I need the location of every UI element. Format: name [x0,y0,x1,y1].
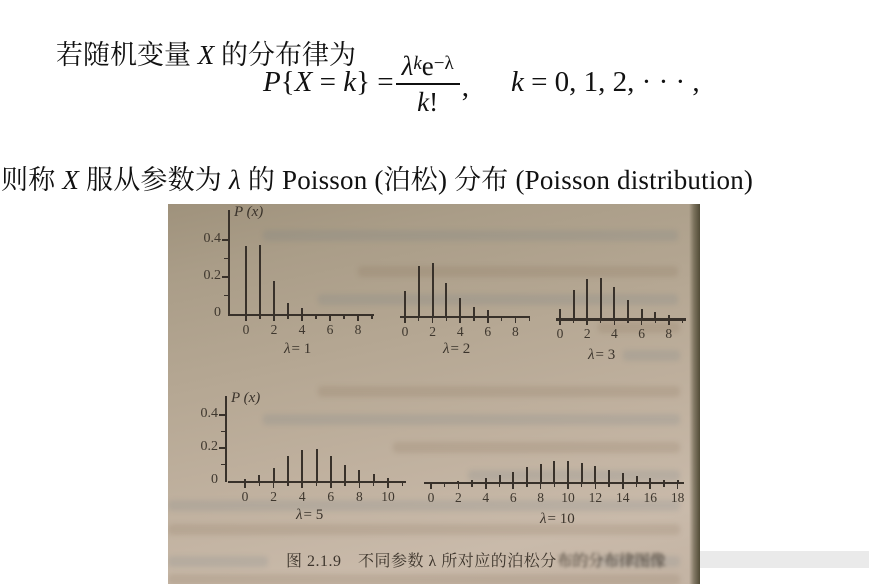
x-tick-label: 4 [456,324,464,339]
poisson-pmf-formula [263,42,700,122]
lambda-value: = 10 [547,511,575,527]
x-tick [595,482,597,489]
x-tick [512,482,514,489]
x-minor-tick [608,482,609,487]
x-tick [540,482,542,489]
lambda-value: = 3 [595,347,616,363]
fraction-denominator [396,85,460,116]
x-tick-label: 6 [638,326,645,341]
x-tick-label: 6 [327,489,335,504]
intro-line-1-tail: 的分布律为 [214,40,356,70]
figure-caption-blurred-text: 布的分布律图像 [556,553,666,570]
x-tick-label: 0 [556,326,564,341]
superscript-k: k [413,52,422,74]
x-tick [649,482,651,489]
var-lambda: λ [228,165,241,195]
pmf-stem [540,464,542,482]
pmf-stem [636,476,638,482]
y-tick-label: 0.2 [203,268,221,283]
x-tick-label: 2 [429,324,436,339]
formula-lhs [263,66,394,99]
x-minor-tick [636,482,637,487]
y-tick-label: 0.4 [200,406,218,421]
x-tick-label: 2 [270,489,277,504]
intro-line-3-a: 则称 [1,165,63,195]
ylabel-arg: (x) [242,204,264,220]
x-tick-label: 2 [270,322,278,337]
x-tick-label: 4 [482,490,490,505]
equals: = [312,65,344,98]
fraction [396,49,460,116]
x-tick-label: 16 [643,490,657,505]
comma: , [461,71,469,103]
x-tick [567,482,569,489]
x-minor-tick [444,482,445,487]
x-tick-label: 8 [512,324,519,339]
x-tick-label: 4 [298,489,306,504]
x-tick-label: 0 [242,322,250,337]
pmf-stem [457,481,459,482]
photo-edge-shadow [689,204,700,584]
x-minor-tick [554,482,555,487]
pmf-stem [499,475,501,482]
figure-caption [286,548,665,571]
x-tick-label: 0 [401,324,409,339]
var-lambda: λ [401,50,414,81]
brace-open: { [280,65,295,98]
lambda-symbol: λ [296,507,303,523]
ylabel-arg: (x) [239,390,261,406]
var-X: X [62,165,80,195]
x-tick-label: 0 [427,490,435,505]
figure-caption-text: 图 2.1.9 不同参数 λ 所对应的泊松分 [286,553,557,570]
x-tick [677,482,679,489]
y-tick-label: 0 [214,305,221,320]
x-tick [622,482,624,489]
x-minor-tick [581,482,582,487]
lambda-value: = 2 [450,341,471,357]
formula-condition [511,66,700,99]
intro-line-3 [1,158,753,197]
x-tick [485,482,487,489]
intro-line-1-text: 若随机变量 [56,40,198,70]
x-tick-label: 6 [326,322,334,337]
x-tick [458,482,460,489]
var-k: k [510,65,524,98]
x-tick-label: 0 [241,489,249,504]
x-tick-label: 6 [509,490,517,505]
pmf-stem [677,480,679,482]
x-tick-label: 10 [561,490,575,505]
fraction-numerator [396,49,460,85]
x-minor-tick [526,482,527,487]
lambda-label [540,511,575,528]
brace-close-equals: } = [356,65,394,98]
y-tick-label: 0.2 [200,439,218,454]
x-tick-label: 14 [616,490,630,505]
pmf-stem [512,472,514,482]
pmf-stem [649,478,651,482]
ylabel-P: P [231,390,240,406]
x-tick-label: 8 [665,326,673,341]
y-tick-label: 0.4 [203,231,221,246]
var-k: k [417,86,430,117]
charts-layer [168,204,700,584]
intro-line-3-b: 服从参数为 [79,165,229,195]
intro-line-3-c: 的 Poisson (泊松) 分布 (Poisson distribution) [240,165,754,195]
pmf-stem [567,461,569,482]
y-tick-label: 0 [211,472,218,487]
pmf-stem [663,480,665,482]
x-minor-tick [499,482,500,487]
pmf-stem [471,480,473,482]
x-tick-label: 8 [537,490,544,505]
light-band-artifact [700,551,869,568]
pmf-stem [622,473,624,482]
x-tick-label: 8 [356,489,363,504]
lambda-symbol: λ [284,341,291,357]
lambda-symbol: λ [540,511,547,527]
lambda-value: = 5 [303,507,324,523]
var-X: X [294,65,313,98]
pmf-stem [553,461,555,482]
var-P: P [263,65,281,98]
factorial-sign: ! [429,86,439,117]
x-tick-label: 10 [381,489,395,504]
ylabel-P: P [234,204,243,220]
euler-e: e [421,50,434,81]
pmf-stem [526,467,528,482]
x-tick-label: 18 [670,490,685,505]
lambda-symbol: λ [443,341,450,357]
var-X: X [197,40,215,70]
x-tick-label: 2 [583,326,591,341]
lambda-value: = 1 [291,341,312,357]
poisson-chart-lambda-10 [168,204,700,584]
x-tick-label: 12 [588,490,603,505]
condition-values: = 0, 1, 2, · · · , [523,65,700,98]
textbook-figure-photo [168,204,700,584]
x-minor-tick [663,482,664,487]
x-tick-label: 6 [484,324,492,339]
pmf-stem [608,470,610,482]
lambda-symbol: λ [588,347,595,363]
x-minor-tick [471,482,472,487]
x-tick [430,482,432,489]
x-tick-label: 4 [611,326,618,341]
pmf-stem [485,478,487,482]
superscript-neg-lambda: −λ [433,52,454,74]
x-tick-label: 2 [455,490,462,505]
pmf-stem [594,466,596,482]
x-tick-label: 4 [298,322,306,337]
var-k: k [343,65,357,98]
pmf-stem [581,463,583,482]
x-tick-label: 8 [354,322,362,337]
